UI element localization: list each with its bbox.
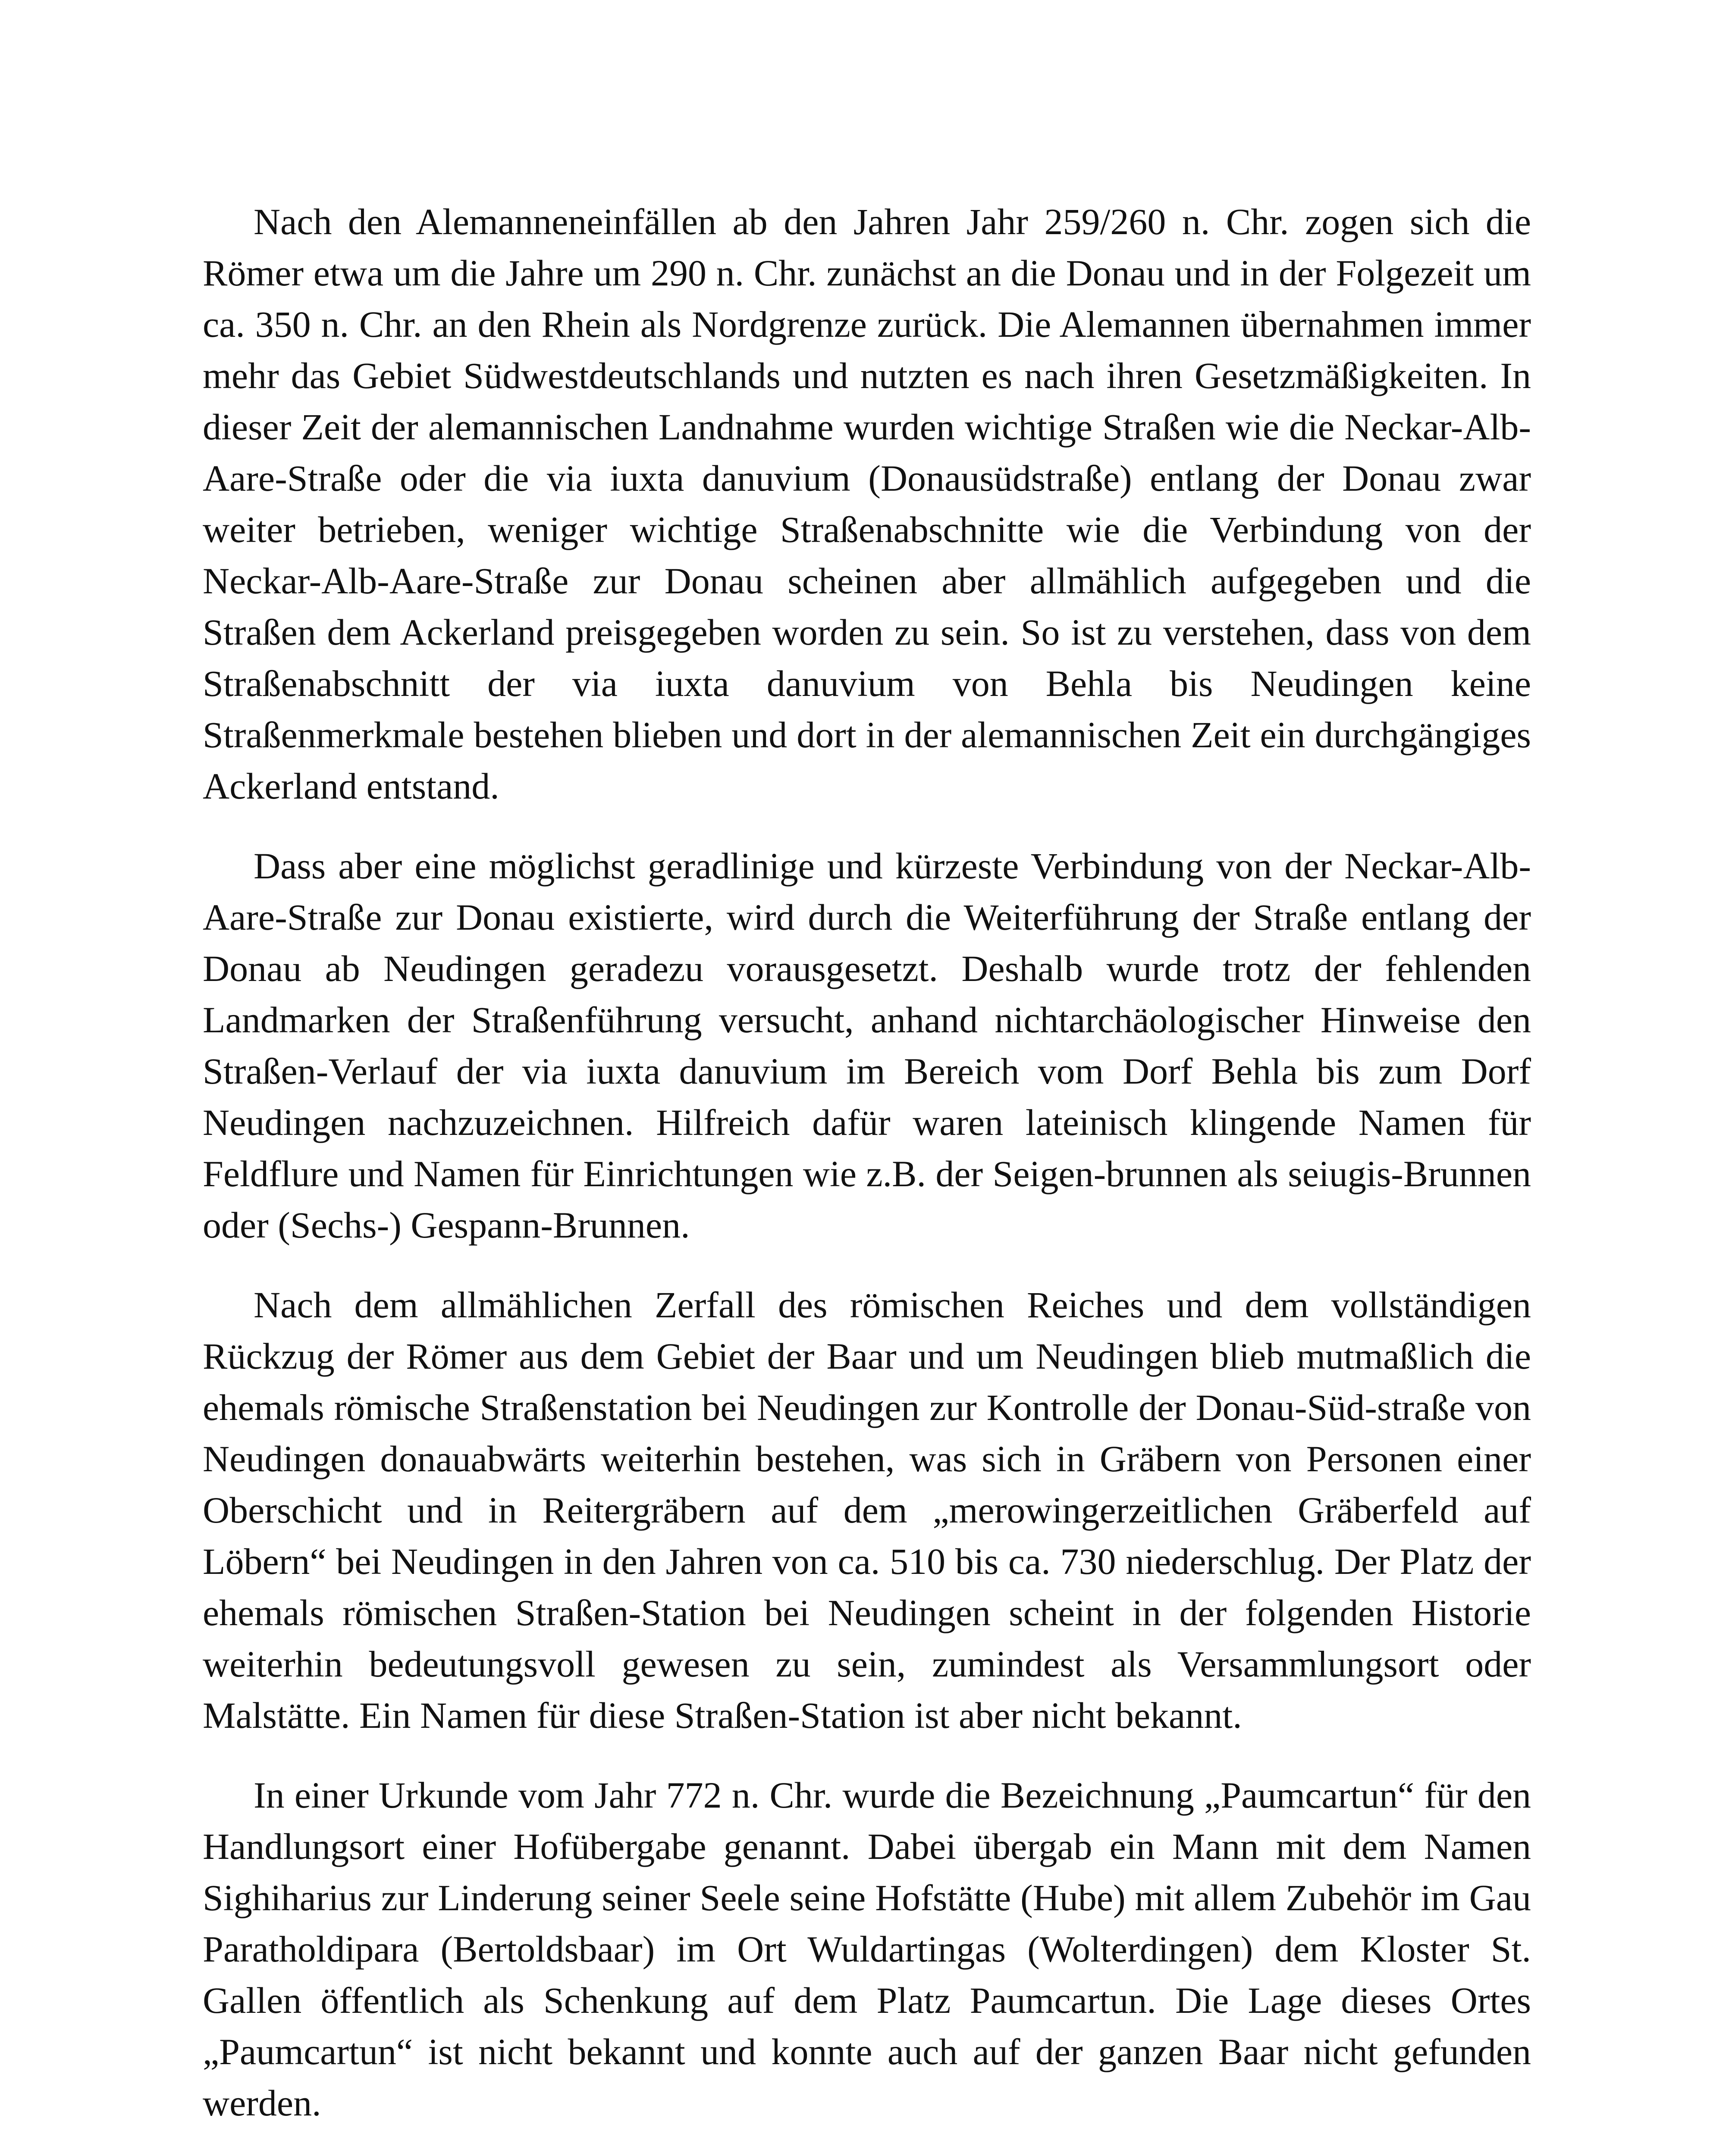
paragraph-3: Nach dem allmählichen Zerfall des römischen Reiches und dem vollständigen Rückzug der Römer aus dem Gebiet der Baar und um Neudingen blieb mutmaßlich die ehemals römische Straßenstation bei Neudingen zur Kontrolle der Donau-Süd-straße von Neudingen donauabwärts weiterhin bestehen, was sich in Gräbern von Personen einer Oberschicht und in Reitergräbern auf dem „merowingerzeitlichen Gräberfeld auf Löbern“ bei Neudingen in den Jahren von ca. 510 bis ca. 730 niederschlug. Der Platz der ehemals römischen Straßen-Station bei Neudingen scheint in der folgenden Historie weiterhin bedeutungsvoll gewesen zu sein, zumindest als Versammlungsort oder Malstätte. Ein Namen für diese Straßen-Station ist aber nicht bekannt.	[203, 1284, 1531, 1736]
body-text	[203, 196, 1531, 2129]
paragraph-4: In einer Urkunde vom Jahr 772 n. Chr. wurde die Bezeichnung „Paumcartun“ für den Handlungsort einer Hofübergabe genannt. Dabei übergab ein Mann mit dem Namen Sighiharius zur Linderung seiner Seele seine Hofstätte (Hube) mit allem Zubehör im Gau Paratholdipara (Bertoldsbaar) im Ort Wuldartingas (Wolterdingen) dem Kloster St. Gallen öffentlich als Schenkung auf dem Platz Paumcartun. Die Lage dieses Ortes „Paumcartun“ ist nicht bekannt und konnte auch auf der ganzen Baar nicht gefunden werden.	[203, 1774, 1531, 2124]
paragraph-2: Dass aber eine möglichst geradlinige und kürzeste Verbindung von der Neckar-Alb-Aare-Straße zur Donau existierte, wird durch die Weiterführung der Straße entlang der Donau ab Neudingen geradezu vorausgesetzt. Deshalb wurde trotz der fehlenden Landmarken der Straßenführung versucht, anhand nichtarchäologischer Hinweise den Straßen-Verlauf der via iuxta danuvium im Bereich vom Dorf Behla bis zum Dorf Neudingen nachzuzeichnen. Hilfreich dafür waren lateinisch klingende Namen für Feldflure und Namen für Einrichtungen wie z.B. der Seigen-brunnen als seiugis-Brunnen oder (Sechs-) Gespann-Brunnen.	[203, 845, 1531, 1246]
paragraph-1: Nach den Alemanneneinfällen ab den Jahren Jahr 259/260 n. Chr. zogen sich die Römer etwa um die Jahre um 290 n. Chr. zunächst an die Donau und in der Folgezeit um ca. 350 n. Chr. an den Rhein als Nordgrenze zurück. Die Alemannen übernahmen immer mehr das Gebiet Südwestdeutschlands und nutzten es nach ihren Gesetzmäßigkeiten. In dieser Zeit der alemannischen Landnahme wurden wichtige Straßen wie die Neckar-Alb-Aare-Straße oder die via iuxta danuvium (Donausüdstraße) entlang der Donau zwar weiter betrieben, weniger wichtige Straßenabschnitte wie die Verbindung von der Neckar-Alb-Aare-Straße zur Donau scheinen aber allmählich aufgegeben und die Straßen dem Ackerland preisgegeben worden zu sein. So ist zu verstehen, dass von dem Straßenabschnitt der via iuxta danuvium von Behla bis Neudingen keine Straßenmerkmale bestehen blieben und dort in der alemannischen Zeit ein durchgängiges Ackerland entstand.	[203, 201, 1531, 807]
